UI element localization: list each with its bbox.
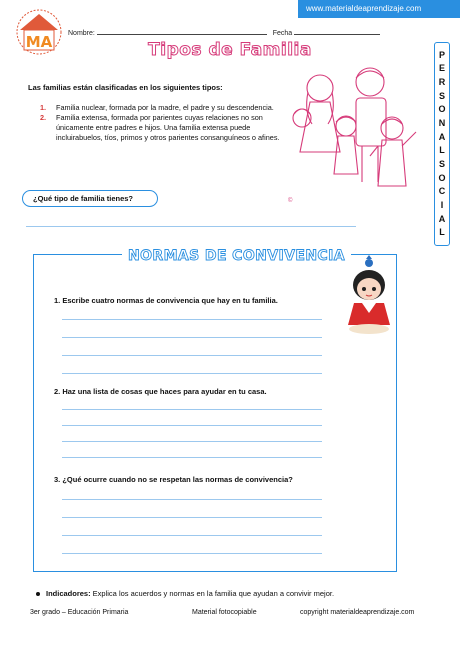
answer-line[interactable] bbox=[62, 425, 322, 426]
answer-line[interactable] bbox=[26, 226, 356, 227]
answer-line[interactable] bbox=[62, 337, 322, 338]
indicators-text: Explica los acuerdos y normas en la familia que ayudan a convivir mejor. bbox=[90, 589, 335, 598]
side-tab-letter: I bbox=[440, 199, 444, 210]
answer-line[interactable] bbox=[62, 409, 322, 410]
indicators-label: Indicadores: bbox=[46, 589, 91, 598]
side-tab-letter: L bbox=[439, 145, 445, 156]
answer-line[interactable] bbox=[62, 441, 322, 442]
footer-grade: 3er grado – Educación Primaria bbox=[30, 609, 129, 616]
bullet-icon bbox=[36, 592, 40, 596]
page-title: Tipos de Familia bbox=[148, 40, 312, 60]
name-field[interactable] bbox=[97, 34, 267, 35]
item-number: 1. bbox=[40, 103, 47, 112]
side-tab-letter: N bbox=[438, 117, 446, 128]
list-item bbox=[40, 113, 280, 143]
footer-copyright: copyright materialdeaprendizaje.com bbox=[300, 609, 415, 616]
item-number: 2. bbox=[40, 113, 47, 122]
side-tab-letter: P bbox=[438, 49, 445, 60]
family-type-question: ¿Qué tipo de familia tienes? bbox=[22, 190, 158, 207]
answer-line[interactable] bbox=[62, 355, 322, 356]
girl-illustration bbox=[344, 255, 394, 337]
question-2: 2. Haz una lista de cosas que haces para ayudar en tu casa. bbox=[54, 387, 267, 396]
side-tab-letter: A bbox=[438, 131, 446, 142]
question-1: 1. Escribe cuatro normas de convivencia que hay en tu familia. bbox=[54, 296, 278, 305]
name-label: Nombre: bbox=[68, 30, 95, 37]
side-tab-letter: S bbox=[438, 158, 445, 169]
question-3: 3. ¿Qué ocurre cuando no se respetan las normas de convivencia? bbox=[54, 475, 293, 484]
svg-text:©: © bbox=[288, 198, 293, 204]
answer-line[interactable] bbox=[62, 319, 322, 320]
side-tab-letter: R bbox=[438, 76, 446, 87]
footer-material: Material fotocopiable bbox=[192, 609, 257, 616]
side-tab-letter: S bbox=[438, 90, 445, 101]
date-label: Fecha bbox=[272, 30, 293, 37]
rules-panel bbox=[33, 248, 397, 572]
logo-icon bbox=[8, 6, 70, 56]
side-tab-letter: E bbox=[438, 63, 445, 74]
family-illustration bbox=[282, 62, 430, 210]
side-tab-letter: A bbox=[438, 213, 446, 224]
svg-text:MA: MA bbox=[25, 33, 53, 51]
indicators bbox=[36, 589, 334, 598]
side-tab-letter: C bbox=[438, 186, 446, 197]
side-tab-letter: O bbox=[438, 104, 446, 115]
answer-line[interactable] bbox=[62, 553, 322, 554]
side-tab-personal-social bbox=[434, 42, 450, 246]
side-tab-letter: O bbox=[438, 172, 446, 183]
answer-line[interactable] bbox=[62, 457, 322, 458]
family-types-list bbox=[40, 103, 280, 143]
date-field[interactable] bbox=[294, 34, 380, 35]
intro-text: Las familias están clasificadas en los siguientes tipos: bbox=[28, 83, 223, 92]
item-text: Familia nuclear, formada por la madre, el padre y su descendencia. bbox=[56, 103, 274, 112]
answer-line[interactable] bbox=[62, 517, 322, 518]
answer-line[interactable] bbox=[62, 499, 322, 500]
site-url-banner[interactable]: www.materialdeaprendizaje.com bbox=[298, 0, 460, 18]
name-date-row bbox=[68, 30, 380, 37]
side-tab-letter: L bbox=[439, 227, 445, 238]
answer-line[interactable] bbox=[62, 373, 322, 374]
answer-line[interactable] bbox=[62, 535, 322, 536]
list-item bbox=[40, 103, 280, 113]
panel-title: NORMAS DE CONVIVENCIA bbox=[122, 248, 351, 264]
item-text: Familia extensa, formada por parientes cuyas relaciones no son únicamente entre padres e hijos. Una familia extensa puede incluirabuelos, tíos, primos y otros parientes consanguíneos o afines. bbox=[56, 113, 280, 142]
